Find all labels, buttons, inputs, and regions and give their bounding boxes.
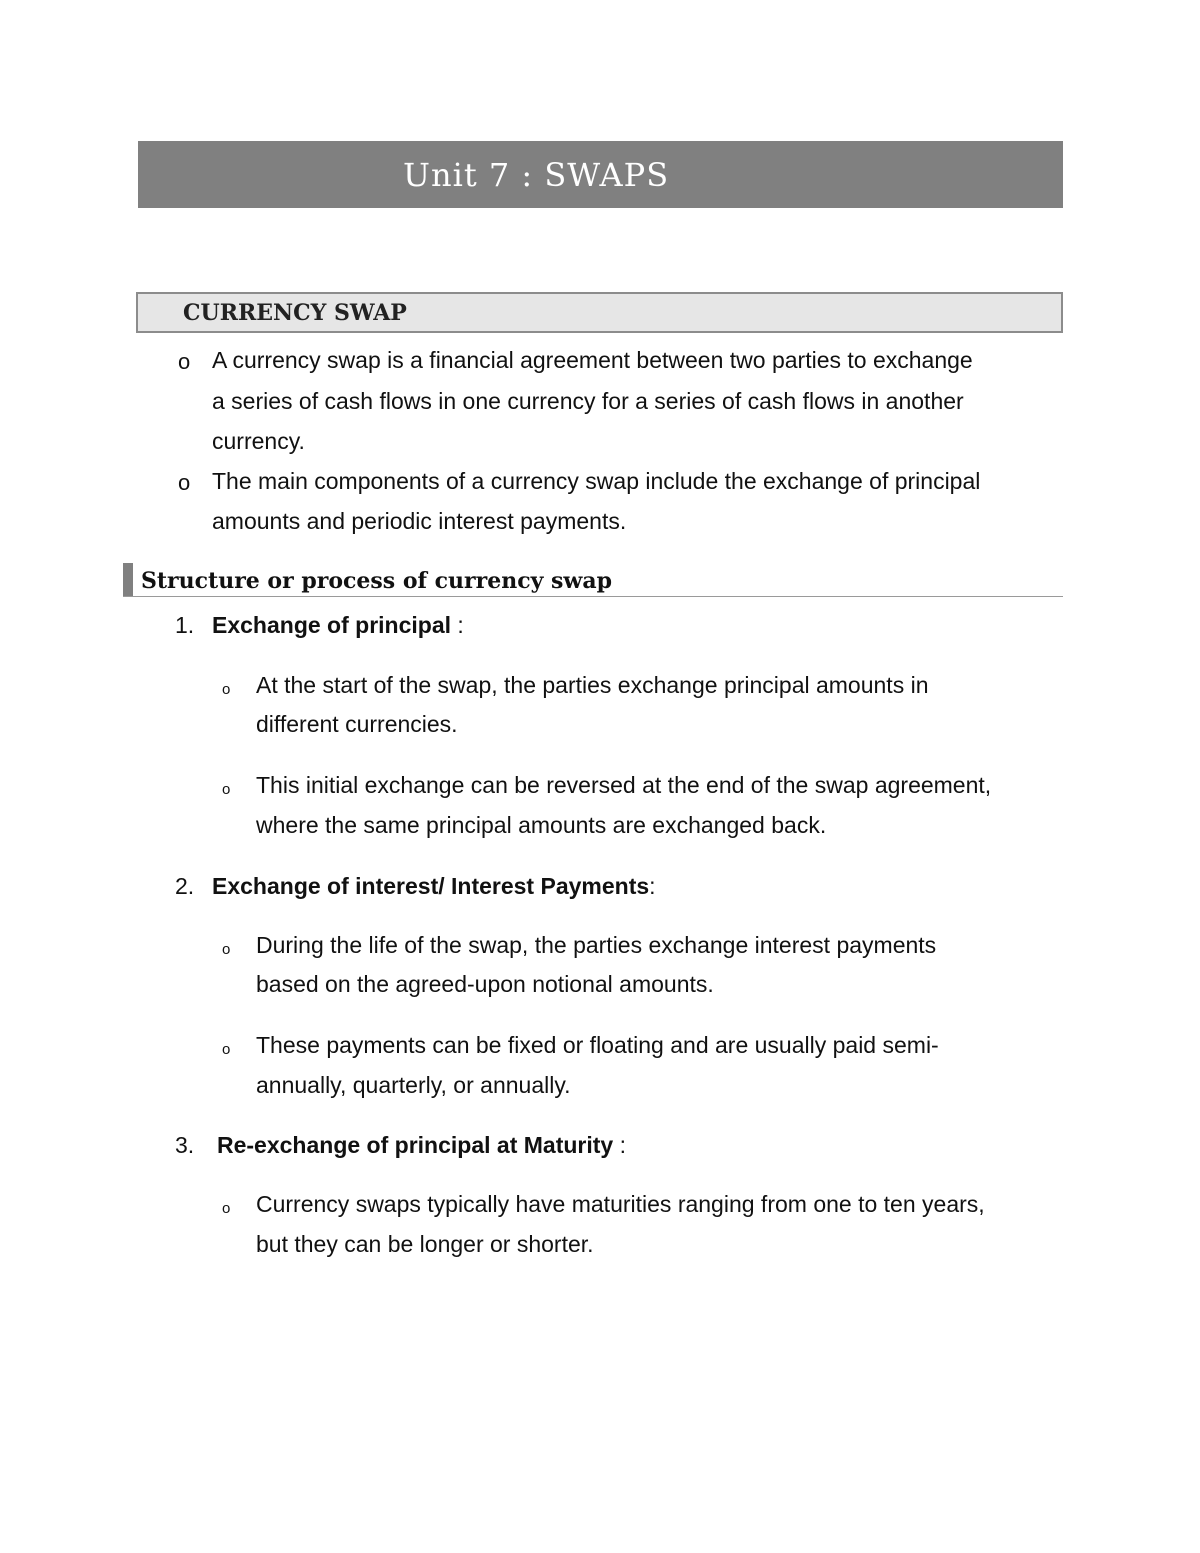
item-heading: [217, 1130, 626, 1160]
item-number: 3.: [175, 1132, 195, 1158]
item-title: Exchange of principal: [212, 612, 451, 638]
item-3-point-1-line-2: but they can be longer or shorter.: [256, 1231, 594, 1257]
sub-bullet-marker: o: [222, 1200, 231, 1217]
item-1-point-1-line-2: different currencies.: [256, 711, 458, 737]
item-heading: [212, 610, 464, 640]
item-3-point-1-line-1: Currency swaps typically have maturities ranging from one to ten years,: [256, 1191, 985, 1217]
item-title: Exchange of interest/ Interest Payments: [212, 873, 650, 899]
heading-accent-bar: [123, 563, 133, 597]
item-1-point-2-line-1: This initial exchange can be reversed at the end of the swap agreement,: [256, 772, 992, 798]
sub-bullet-marker: o: [222, 781, 231, 798]
structure-heading: Structure or process of currency swap: [141, 568, 612, 594]
item-1-point-2-line-2: where the same principal amounts are exchanged back.: [256, 812, 827, 838]
item-2-point-1-line-1: During the life of the swap, the parties exchange interest payments: [256, 932, 937, 958]
item-title: Re-exchange of principal at Maturity: [217, 1132, 614, 1158]
item-suffix: :: [649, 873, 656, 899]
heading-underline: [123, 596, 1063, 597]
item-heading: [212, 871, 656, 901]
bullet-1-line-1: A currency swap is a financial agreement between two parties to exchange: [212, 347, 973, 373]
item-number: 2.: [175, 873, 195, 899]
item-suffix: :: [451, 612, 464, 638]
sub-bullet-marker: o: [222, 1041, 231, 1058]
page-title: Unit 7 : SWAPS: [403, 156, 670, 194]
bullet-2-line-1: The main components of a currency swap include the exchange of principal: [212, 468, 981, 494]
item-2-point-2-line-2: annually, quarterly, or annually.: [256, 1072, 571, 1098]
bullet-2-line-2: amounts and periodic interest payments.: [212, 508, 627, 534]
bullet-1-line-2: a series of cash flows in one currency for a series of cash flows in another: [212, 388, 964, 414]
item-1-point-1-line-1: At the start of the swap, the parties exchange principal amounts in: [256, 672, 929, 698]
bullet-marker: o: [178, 470, 191, 495]
sub-bullet-marker: o: [222, 681, 231, 698]
item-suffix: :: [613, 1132, 626, 1158]
section-header-label: CURRENCY SWAP: [183, 300, 407, 326]
bullet-marker: o: [178, 349, 191, 374]
item-2-point-1-line-2: based on the agreed-upon notional amounts.: [256, 971, 714, 997]
bullet-1-line-3: currency.: [212, 428, 305, 454]
item-2-point-2-line-1: These payments can be fixed or floating and are usually paid semi-: [256, 1032, 939, 1058]
item-number: 1.: [175, 612, 195, 638]
sub-bullet-marker: o: [222, 941, 231, 958]
